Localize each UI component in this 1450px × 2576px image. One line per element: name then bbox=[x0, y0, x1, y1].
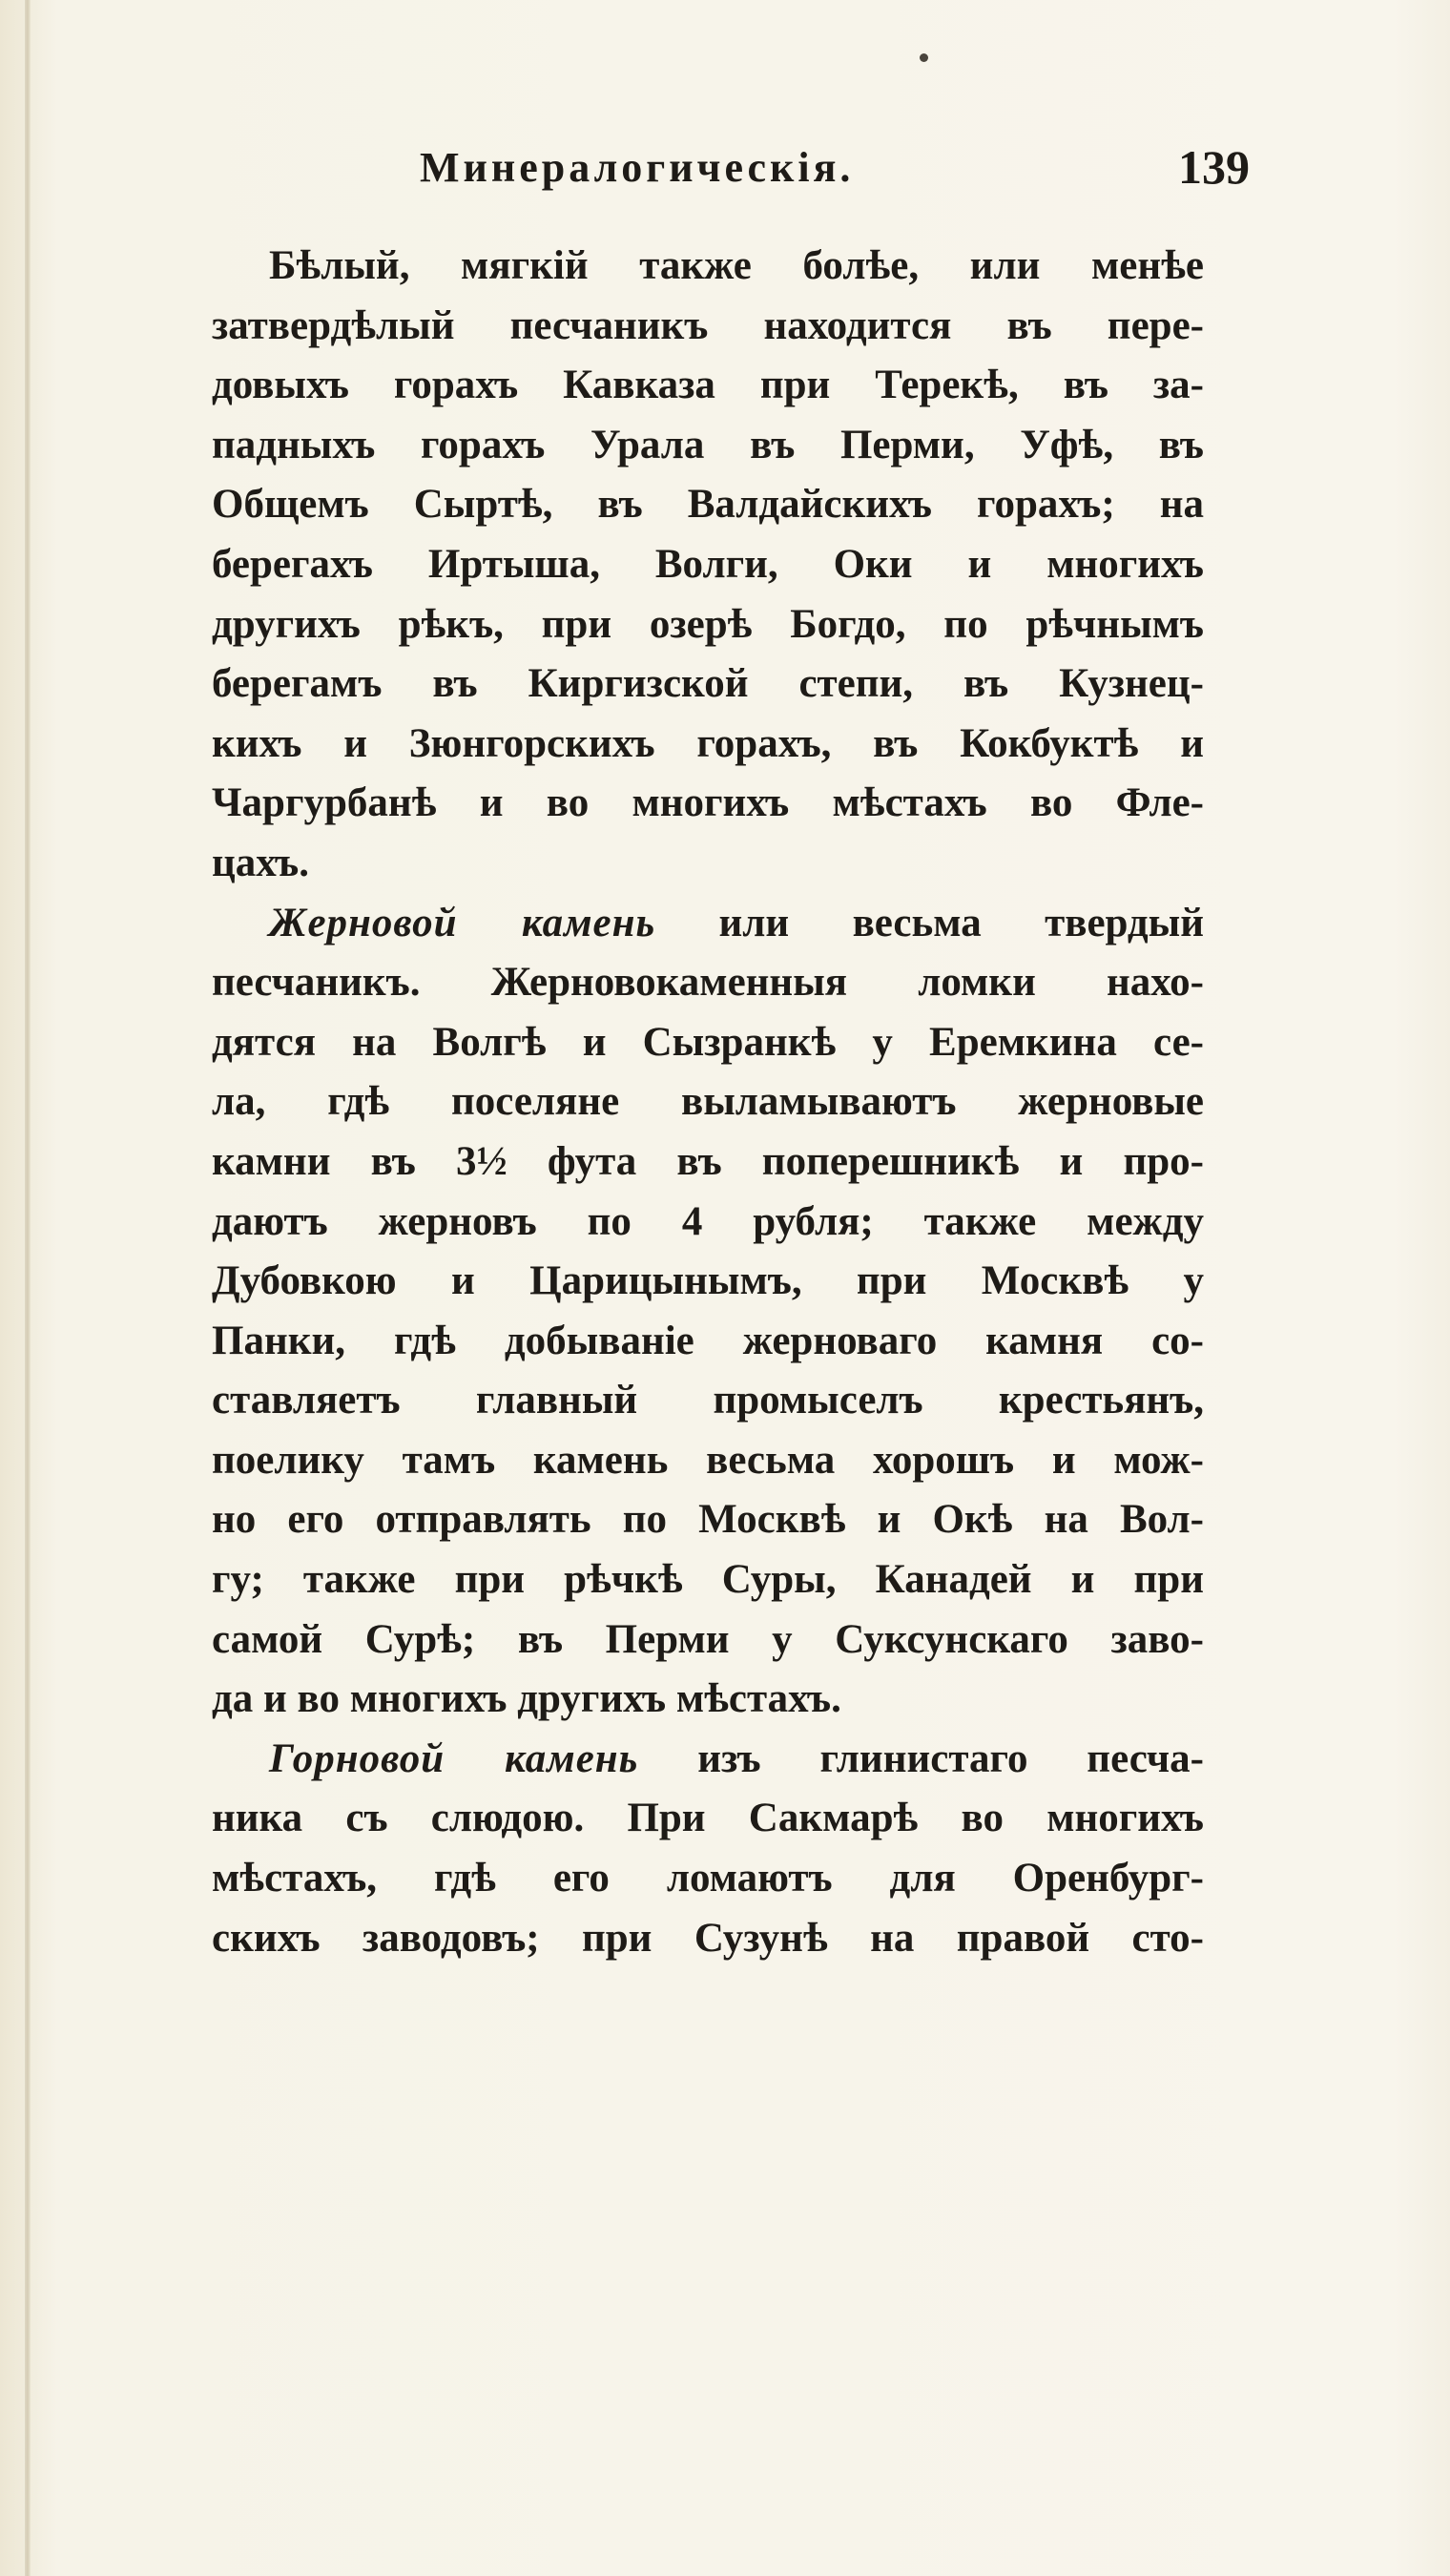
text-line: ла, гдѣ поселяне выламываютъ жерновые bbox=[212, 1079, 1204, 1125]
text-line: да и во многихъ другихъ мѣстахъ. bbox=[212, 1676, 841, 1722]
text-line: песчаникъ. Жерновокаменныя ломки нахо- bbox=[212, 960, 1204, 1006]
paragraph-millstone bbox=[212, 894, 1204, 1730]
text-fragment: или весьма твердый bbox=[655, 900, 1204, 945]
paragraph-furnace-stone bbox=[212, 1730, 1204, 1968]
text-line-with-term bbox=[212, 894, 1204, 954]
text-line: гу; также при рѣчкѣ Суры, Канадей и при bbox=[212, 1557, 1204, 1603]
text-line: затвердѣлый песчаникъ находится въ пере- bbox=[212, 302, 1204, 348]
page-spine-shadow bbox=[25, 0, 31, 2576]
text-line: мѣстахъ, гдѣ его ломаютъ для Оренбург- bbox=[212, 1856, 1204, 1901]
page-header bbox=[420, 140, 1250, 210]
text-line: камни въ 3½ фута въ поперешникѣ и про- bbox=[212, 1138, 1204, 1184]
running-head: Минералогическія. bbox=[420, 144, 855, 191]
text-line: Панки, гдѣ добываніе жерноваго камня со- bbox=[212, 1318, 1204, 1363]
text-line: поелику тамъ камень весьма хорошъ и мож- bbox=[212, 1437, 1204, 1483]
text-line: ставляетъ главный промыселъ крестьянъ, bbox=[212, 1378, 1204, 1423]
text-line: скихъ заводовъ; при Сузунѣ на правой сто- bbox=[212, 1915, 1204, 1961]
text-line: даютъ жерновъ по 4 рубля; также между bbox=[212, 1198, 1204, 1244]
text-line: берегахъ Иртыша, Волги, Оки и многихъ bbox=[212, 541, 1204, 587]
term-furnace-stone: Горновой камень bbox=[269, 1735, 639, 1781]
paragraph-white-sandstone bbox=[212, 237, 1204, 894]
term-millstone: Жерновой камень bbox=[269, 900, 656, 945]
text-line: ника съ слюдою. При Сакмарѣ во многихъ bbox=[212, 1796, 1204, 1841]
text-line: Общемъ Сыртѣ, въ Валдайскихъ горахъ; на bbox=[212, 482, 1204, 528]
page-body bbox=[212, 237, 1204, 1968]
text-line: Чаргурбанѣ и во многихъ мѣстахъ во Фле- bbox=[212, 780, 1204, 826]
text-line: Дубовкою и Царицынымъ, при Москвѣ у bbox=[212, 1258, 1204, 1304]
text-line: дятся на Волгѣ и Сызранкѣ у Еремкина се- bbox=[212, 1019, 1204, 1065]
page-number: 139 bbox=[1178, 140, 1250, 194]
text-line: цахъ. bbox=[212, 840, 309, 885]
text-line: другихъ рѣкъ, при озерѣ Богдо, по рѣчнымъ bbox=[212, 601, 1204, 647]
text-line: самой Сурѣ; въ Перми у Суксунскаго заво- bbox=[212, 1616, 1204, 1662]
text-line: довыхъ горахъ Кавказа при Терекѣ, въ за- bbox=[212, 363, 1204, 408]
text-line: падныхъ горахъ Урала въ Перми, Уфѣ, въ bbox=[212, 422, 1204, 467]
text-line: кихъ и Зюнгорскихъ горахъ, въ Кокбуктѣ и bbox=[212, 720, 1204, 766]
text-fragment: изъ глинистаго песча- bbox=[638, 1735, 1204, 1781]
text-line-with-term bbox=[212, 1730, 1204, 1790]
ink-fleck bbox=[920, 53, 928, 62]
text-line: Бѣлый, мягкій также болѣе, или менѣе bbox=[269, 243, 1204, 288]
text-line: берегамъ въ Киргизской степи, въ Кузнец- bbox=[212, 661, 1204, 707]
text-line: но его отправлять по Москвѣ и Окѣ на Вол- bbox=[212, 1497, 1204, 1543]
